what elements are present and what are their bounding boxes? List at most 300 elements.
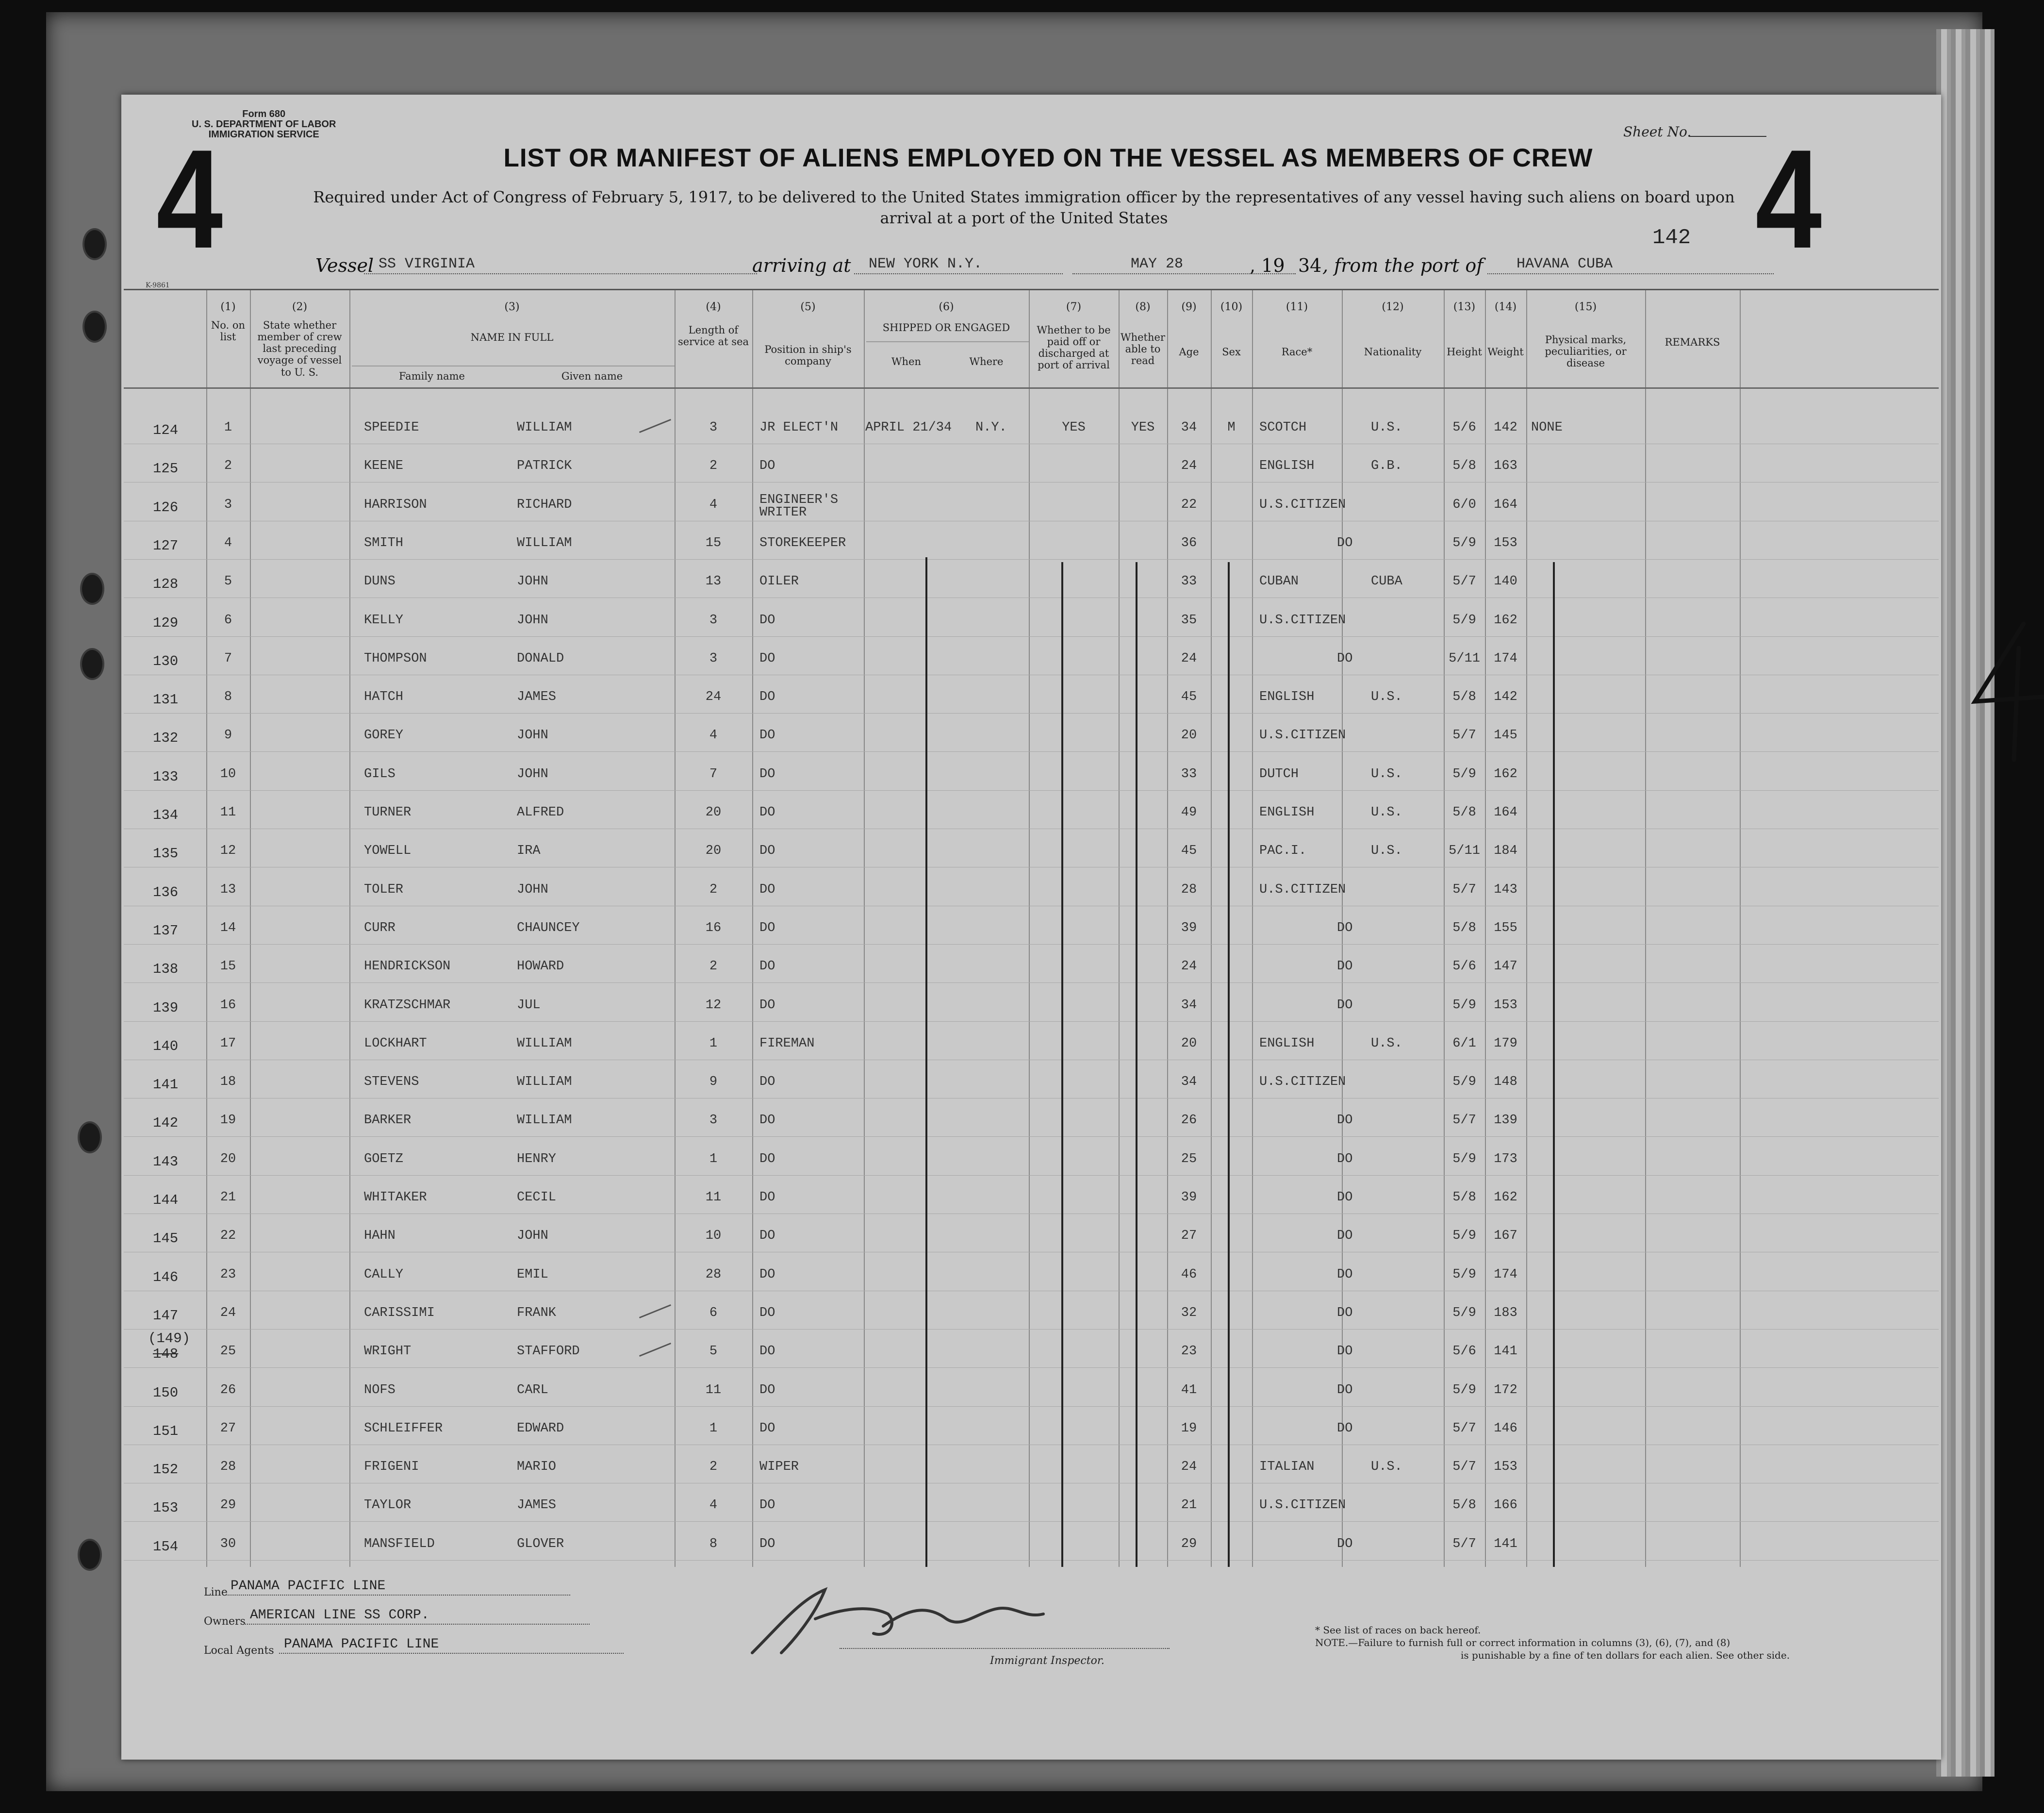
cell-no: 29 [220, 1498, 236, 1513]
row-sequence-number: 133 [153, 768, 179, 785]
cell-age: 49 [1181, 805, 1197, 820]
cell-nationality: DO [1337, 1536, 1353, 1551]
cell-length: 20 [705, 805, 722, 820]
cell-position: DO [759, 1344, 775, 1359]
cell-age: 29 [1181, 1536, 1197, 1551]
cell-no: 11 [220, 805, 236, 820]
cell-position: DO [759, 728, 775, 743]
cell-length: 3 [709, 420, 718, 435]
row-sequence-number: 143 [153, 1153, 179, 1170]
crew-manifest-table [124, 289, 1939, 1567]
header-position: Position in ship's company [764, 344, 852, 367]
cell-paid: YES [1062, 420, 1086, 435]
cell-weight: 153 [1494, 1460, 1517, 1475]
cell-nationality: DO [1337, 998, 1353, 1013]
cell-position: DO [759, 882, 775, 897]
row-sequence-number: 129 [153, 615, 179, 631]
cell-position: DO [759, 1229, 775, 1244]
agents-label: Local Agents [204, 1645, 274, 1657]
cell-nationality: U.S. [1371, 766, 1402, 782]
cell-family: WHITAKER [364, 1190, 427, 1205]
row-sequence-number: 148 [153, 1346, 179, 1363]
cell-where: N.Y. [975, 420, 1007, 435]
cell-given: CARL [517, 1382, 548, 1397]
row-sequence-number: 141 [153, 1077, 179, 1093]
cell-position: WIPER [759, 1460, 799, 1475]
cell-height: 5/6 [1452, 959, 1476, 974]
cell-family: YOWELL [364, 844, 412, 859]
cell-family: BARKER [364, 1113, 412, 1128]
arriving-port: NEW YORK N.Y. [854, 255, 1063, 274]
row-sequence-number: 139 [153, 999, 179, 1016]
cell-family: HARRISON [364, 497, 427, 512]
cell-length: 2 [709, 959, 718, 974]
column-number: (1) [220, 301, 236, 313]
cell-nationality: DO [1337, 1113, 1353, 1128]
cell-position: DO [759, 1305, 775, 1320]
cell-position: DO [759, 1536, 775, 1551]
cell-given: STAFFORD [517, 1344, 580, 1359]
binder-hole [78, 1539, 102, 1571]
cell-height: 5/9 [1452, 1229, 1476, 1244]
pen-check-mark [639, 419, 671, 433]
cell-no: 8 [224, 690, 232, 705]
cell-weight: 143 [1494, 882, 1517, 897]
cell-length: 5 [709, 1344, 718, 1359]
cell-position: DO [759, 1421, 775, 1436]
cell-nationality: DO [1337, 535, 1353, 550]
cell-length: 20 [705, 844, 722, 859]
cell-height: 5/7 [1452, 1460, 1476, 1475]
cell-nationality: CUBA [1371, 574, 1402, 589]
cell-height: 5/9 [1452, 1382, 1476, 1397]
cell-position: DO [759, 651, 775, 666]
row-sequence-number: 137 [153, 922, 179, 939]
manifest-page [121, 95, 1966, 1760]
header-family-name: Family name [399, 370, 465, 382]
cell-age: 34 [1181, 1075, 1197, 1090]
cell-position: STOREKEEPER [759, 535, 846, 550]
cell-family: HAHN [364, 1229, 396, 1244]
cell-given: FRANK [517, 1305, 557, 1320]
cell-weight: 153 [1494, 998, 1517, 1013]
stamped-page-number: 142 [1652, 226, 1691, 250]
cell-no: 12 [220, 844, 236, 859]
cell-nationality: DO [1337, 1229, 1353, 1244]
cell-height: 5/7 [1452, 882, 1476, 897]
departure-port: HAVANA CUBA [1487, 255, 1774, 274]
cell-length: 3 [709, 651, 718, 666]
cell-weight: 146 [1494, 1421, 1517, 1436]
cell-nationality: G.B. [1371, 459, 1402, 474]
cell-given: HENRY [517, 1151, 557, 1166]
sheet-mark-left: 4 [156, 120, 223, 278]
row-sequence-number: 130 [153, 653, 179, 669]
cell-no: 27 [220, 1421, 236, 1436]
arrival-year: 34 [1298, 255, 1322, 276]
cell-family: TOLER [364, 882, 404, 897]
cell-nationality: DO [1337, 1382, 1353, 1397]
cell-age: 22 [1181, 497, 1197, 512]
cell-weight: 140 [1494, 574, 1517, 589]
cell-height: 5/8 [1452, 459, 1476, 474]
cell-length: 28 [705, 1267, 722, 1282]
cell-length: 6 [709, 1305, 718, 1320]
cell-family: TURNER [364, 805, 412, 820]
cell-given: DONALD [517, 651, 564, 666]
cell-age: 36 [1181, 535, 1197, 550]
cell-age: 34 [1181, 998, 1197, 1013]
cell-nationality: DO [1337, 1344, 1353, 1359]
cell-height: 5/11 [1449, 844, 1480, 859]
header-given-name: Given name [561, 370, 623, 382]
header-height: Height [1447, 346, 1482, 358]
inspector-signature [742, 1580, 1092, 1663]
cell-given: IRA [517, 844, 541, 859]
cell-read: YES [1131, 420, 1155, 435]
cell-height: 6/0 [1452, 497, 1476, 512]
row-sequence-number: 134 [153, 807, 179, 823]
cell-given: CHAUNCEY [517, 920, 580, 935]
cell-height: 5/9 [1452, 1267, 1476, 1282]
cell-height: 5/7 [1452, 574, 1476, 589]
cell-family: FRIGENI [364, 1460, 419, 1475]
form-department: U. S. DEPARTMENT OF LABOR [192, 119, 336, 130]
cell-length: 4 [709, 728, 718, 743]
cell-given: JOHN [517, 882, 548, 897]
cell-race: U.S.CITIZEN [1259, 882, 1346, 897]
binder-hole [80, 573, 104, 605]
row-sequence-number: 127 [153, 537, 179, 554]
cell-given: EMIL [517, 1267, 548, 1282]
cell-weight: 164 [1494, 497, 1517, 512]
cell-height: 5/9 [1452, 1305, 1476, 1320]
cell-age: 26 [1181, 1113, 1197, 1128]
cell-length: 3 [709, 613, 718, 628]
page-subtitle: Required under Act of Congress of February 5, 1917, to be delivered to the United States immigration officer by the representatives of any vessel having such aliens on board upon arrival at a port of the United States [313, 188, 1735, 228]
row-sequence-number: 150 [153, 1384, 179, 1401]
row-sequence-number: 153 [153, 1500, 179, 1516]
cell-height: 5/6 [1452, 1344, 1476, 1359]
cell-given: JOHN [517, 574, 548, 589]
cell-age: 39 [1181, 1190, 1197, 1205]
row-sequence-number: 126 [153, 499, 179, 516]
cell-age: 24 [1181, 459, 1197, 474]
agents-value: PANAMA PACIFIC LINE [279, 1636, 624, 1654]
cell-height: 5/6 [1452, 420, 1476, 435]
cell-given: CECIL [517, 1190, 557, 1205]
cell-nationality: DO [1337, 1267, 1353, 1282]
cell-length: 9 [709, 1075, 718, 1090]
cell-weight: 166 [1494, 1498, 1517, 1513]
binder-hole [80, 648, 104, 680]
cell-given: JAMES [517, 1498, 557, 1513]
cell-race: U.S.CITIZEN [1259, 728, 1346, 743]
cell-height: 5/9 [1452, 998, 1476, 1013]
cell-height: 5/9 [1452, 1075, 1476, 1090]
header-remarks: REMARKS [1665, 336, 1720, 348]
vessel-name: SS VIRGINIA [364, 255, 757, 274]
cell-no: 5 [224, 574, 232, 589]
cell-race: U.S.CITIZEN [1259, 497, 1346, 512]
cell-nationality: DO [1337, 920, 1353, 935]
form-service: IMMIGRATION SERVICE [208, 129, 319, 140]
cell-given: WILLIAM [517, 535, 572, 550]
column-number: (4) [706, 301, 721, 313]
cell-age: 33 [1181, 766, 1197, 782]
cell-length: 12 [705, 998, 722, 1013]
cell-no: 20 [220, 1151, 236, 1166]
column-number: (10) [1220, 301, 1243, 313]
cell-length: 2 [709, 882, 718, 897]
cell-nationality: DO [1337, 959, 1353, 974]
cell-physical: NONE [1531, 420, 1563, 435]
cell-position: OILER [759, 574, 799, 589]
column-number: (11) [1286, 301, 1308, 313]
cell-height: 5/8 [1452, 1190, 1476, 1205]
cell-race: U.S.CITIZEN [1259, 1498, 1346, 1513]
cell-age: 23 [1181, 1344, 1197, 1359]
cell-weight: 147 [1494, 959, 1517, 974]
cell-given: MARIO [517, 1460, 557, 1475]
pen-check-mark [639, 1343, 671, 1357]
year-prefix: , 19 [1250, 255, 1285, 276]
column-number: (3) [504, 301, 520, 313]
ditto-stroke-paid-off [1061, 562, 1063, 1567]
cell-no: 13 [220, 882, 236, 897]
row-sequence-number: 124 [153, 422, 179, 438]
cell-family: KRATZSCHMAR [364, 998, 451, 1013]
cell-length: 11 [705, 1190, 722, 1205]
cell-no: 16 [220, 998, 236, 1013]
column-number: (8) [1135, 301, 1151, 313]
cell-height: 5/8 [1452, 690, 1476, 705]
cell-length: 11 [705, 1382, 722, 1397]
cell-no: 7 [224, 651, 232, 666]
header-nationality: Nationality [1364, 346, 1422, 358]
header-sex: Sex [1222, 346, 1241, 358]
sheet-mark-right: 4 [1755, 120, 1822, 278]
from-port-label: , from the port of [1322, 255, 1484, 276]
column-number: (6) [939, 301, 954, 313]
footnote [1315, 1624, 1790, 1662]
cell-no: 26 [220, 1382, 236, 1397]
cell-age: 45 [1181, 690, 1197, 705]
cell-race: CUBAN [1259, 574, 1299, 589]
cell-position: ENGINEER'S WRITER [759, 492, 839, 520]
cell-weight: 155 [1494, 920, 1517, 935]
cell-family: CURR [364, 920, 396, 935]
column-number: (15) [1574, 301, 1597, 313]
binder-hole [82, 311, 107, 343]
cell-family: NOFS [364, 1382, 396, 1397]
cell-no: 24 [220, 1305, 236, 1320]
cell-race: SCOTCH [1259, 420, 1307, 435]
header-shipped-engaged: SHIPPED OR ENGAGED [882, 322, 1010, 333]
column-number: (12) [1382, 301, 1404, 313]
header-paid-off: Whether to be paid off or discharged at port of arrival [1037, 324, 1111, 371]
cell-weight: 162 [1494, 1190, 1517, 1205]
cell-no: 22 [220, 1229, 236, 1244]
cell-no: 17 [220, 1036, 236, 1051]
header-name-in-full: NAME IN FULL [470, 332, 554, 343]
cell-position: DO [759, 1498, 775, 1513]
row-sequence-number: 142 [153, 1115, 179, 1131]
cell-position: DO [759, 1075, 775, 1090]
cell-family: TAYLOR [364, 1498, 412, 1513]
line-label: Line [204, 1586, 228, 1598]
cell-weight: 183 [1494, 1305, 1517, 1320]
cell-given: WILLIAM [517, 1036, 572, 1051]
cell-weight: 184 [1494, 844, 1517, 859]
form-identifier [192, 109, 336, 140]
footnote-penalty-2: is punishable by a fine of ten dollars for each alien. See other side. [1461, 1649, 1790, 1661]
cell-length: 4 [709, 1498, 718, 1513]
ditto-stroke-when [925, 557, 927, 1567]
form-code: K-9861 [146, 282, 170, 289]
cell-family: MANSFIELD [364, 1536, 435, 1551]
cell-age: 33 [1181, 574, 1197, 589]
row-sequence-number: 145 [153, 1231, 179, 1247]
cell-race: ENGLISH [1259, 690, 1315, 705]
cell-given: PATRICK [517, 459, 572, 474]
cell-height: 6/1 [1452, 1036, 1476, 1051]
cell-family: THOMPSON [364, 651, 427, 666]
cell-age: 46 [1181, 1267, 1197, 1282]
cell-age: 45 [1181, 844, 1197, 859]
cell-no: 23 [220, 1267, 236, 1282]
cell-family: HENDRICKSON [364, 959, 451, 974]
inspector-signature-line [840, 1648, 1170, 1649]
cell-length: 1 [709, 1036, 718, 1051]
column-number: (9) [1181, 301, 1197, 313]
cell-race: DUTCH [1259, 766, 1299, 782]
cell-given: WILLIAM [517, 1075, 572, 1090]
header-physical-marks: Physical marks, peculiarities, or disease [1545, 334, 1627, 369]
row-sequence-number: 132 [153, 730, 179, 747]
cell-weight: 179 [1494, 1036, 1517, 1051]
cell-nationality: U.S. [1371, 690, 1402, 705]
header-race: Race* [1281, 346, 1313, 358]
cell-age: 20 [1181, 1036, 1197, 1051]
cell-weight: 142 [1494, 690, 1517, 705]
cell-position: DO [759, 998, 775, 1013]
cell-race: U.S.CITIZEN [1259, 1075, 1346, 1090]
cell-position: FIREMAN [759, 1036, 815, 1051]
cell-length: 1 [709, 1151, 718, 1166]
cell-given: RICHARD [517, 497, 572, 512]
cell-family: GOREY [364, 728, 404, 743]
cell-nationality: U.S. [1371, 1460, 1402, 1475]
ditto-stroke-able-read [1136, 562, 1137, 1567]
cell-position: DO [759, 959, 775, 974]
header-when: When [891, 356, 922, 367]
cell-age: 25 [1181, 1151, 1197, 1166]
row-sequence-number: 140 [153, 1038, 179, 1054]
cell-height: 5/9 [1452, 535, 1476, 550]
cell-age: 24 [1181, 1460, 1197, 1475]
header-no-on-list: No. on list [211, 319, 246, 343]
cell-family: HATCH [364, 690, 404, 705]
cell-nationality: U.S. [1371, 420, 1402, 435]
cell-height: 5/8 [1452, 805, 1476, 820]
cell-weight: 174 [1494, 651, 1517, 666]
cell-height: 5/9 [1452, 766, 1476, 782]
cell-weight: 172 [1494, 1382, 1517, 1397]
cell-weight: 163 [1494, 459, 1517, 474]
cell-no: 14 [220, 920, 236, 935]
ditto-stroke-sex [1228, 562, 1230, 1567]
column-number: (2) [292, 301, 308, 313]
row-sequence-number: 154 [153, 1538, 179, 1555]
cell-length: 15 [705, 535, 722, 550]
row-sequence-number: 144 [153, 1192, 179, 1208]
cell-family: SMITH [364, 535, 404, 550]
cell-no: 10 [220, 766, 236, 782]
cell-position: DO [759, 1267, 775, 1282]
cell-weight: 174 [1494, 1267, 1517, 1282]
cell-nationality: DO [1337, 1421, 1353, 1436]
cell-age: 24 [1181, 959, 1197, 974]
cell-height: 5/9 [1452, 613, 1476, 628]
cell-no: 3 [224, 497, 232, 512]
row-sequence-number: 152 [153, 1462, 179, 1478]
binder-hole [78, 1121, 102, 1153]
cell-age: 34 [1181, 420, 1197, 435]
column-number: (13) [1453, 301, 1476, 313]
cell-position: DO [759, 1382, 775, 1397]
vessel-label: Vessel [315, 255, 374, 276]
cell-no: 9 [224, 728, 232, 743]
header-where: Where [969, 356, 1004, 367]
cell-age: 35 [1181, 613, 1197, 628]
line-value: PANAMA PACIFIC LINE [226, 1578, 570, 1596]
cell-length: 8 [709, 1536, 718, 1551]
header-able-read: Whether able to read [1121, 332, 1165, 367]
cell-given: JOHN [517, 1229, 548, 1244]
cell-height: 5/7 [1452, 1113, 1476, 1128]
column-number: (5) [800, 301, 816, 313]
cell-length: 10 [705, 1229, 722, 1244]
pen-check-mark [639, 1304, 671, 1318]
cell-given: JOHN [517, 613, 548, 628]
cell-no: 19 [220, 1113, 236, 1128]
cell-position: DO [759, 805, 775, 820]
cell-given: WILLIAM [517, 1113, 572, 1128]
cell-height: 5/9 [1452, 1151, 1476, 1166]
cell-position: DO [759, 920, 775, 935]
cell-nationality: U.S. [1371, 805, 1402, 820]
cell-position: DO [759, 766, 775, 782]
sheet-number-label: Sheet No. [1623, 124, 1692, 140]
cell-length: 4 [709, 497, 718, 512]
cell-height: 5/7 [1452, 1536, 1476, 1551]
cell-family: KEENE [364, 459, 404, 474]
row-sequence-number: 146 [153, 1269, 179, 1285]
cell-no: 30 [220, 1536, 236, 1551]
cell-length: 2 [709, 459, 718, 474]
cell-given: JUL [517, 998, 541, 1013]
cell-no: 6 [224, 613, 232, 628]
row-sequence-number: 131 [153, 692, 179, 708]
inspector-label: Immigrant Inspector. [990, 1655, 1104, 1667]
ditto-stroke-physical [1553, 562, 1555, 1567]
cell-given: JAMES [517, 690, 557, 705]
cell-age: 20 [1181, 728, 1197, 743]
cell-weight: 164 [1494, 805, 1517, 820]
cell-family: SCHLEIFFER [364, 1421, 443, 1436]
cell-height: 5/8 [1452, 920, 1476, 935]
